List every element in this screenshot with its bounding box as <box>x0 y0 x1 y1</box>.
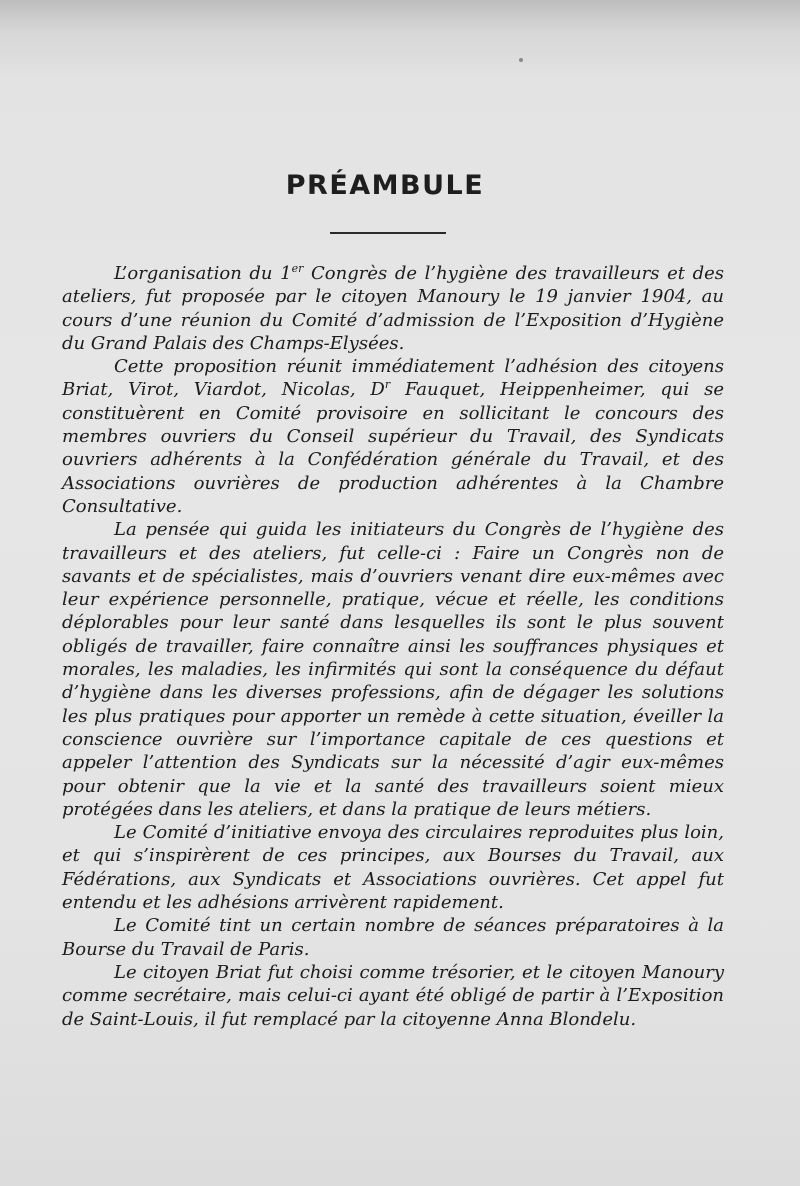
superscript-er: er <box>291 262 304 275</box>
paragraph-3-text: La pensée qui guida les initiateurs du Congrès de l’hygiène des travailleurs et des ateliers, fut celle-ci : Faire un Congrès non de savants et de spécialistes, mais d’ouvriers venant dire eux-mêmes avec leur expérience personnelle, pratique, vécue et réelle, les conditions déplorables pour leur santé dans lesquelles ils sont le plus souvent obligés de travailler, faire connaître ainsi les souffrances physiques et morales, les maladies, les infirmités qui sont la conséquence du défaut d’hygiène dans les diverses professions, afin de dégager les solutions les plus pratiques pour apporter un remède à cette situation, éveiller la conscience ouvrière sur l’importance capitale de ces questions et appeler l’attention des Syndicats sur la nécessité d’agir eux-mêmes pour obtenir que la vie et la santé des travailleurs soient mieux protégées dans les ateliers, et dans la pratique de leurs métiers. <box>62 519 724 820</box>
paragraph-1-text-cont: Congrès de l’hygiène des travailleurs et des ateliers, fut proposée par le citoyen Manoury le 19 janvier 1904, au cours d’une réunion du Comité d’admission de l’Exposition d’Hygiène du Grand Palais des Champs-Elysées. <box>62 263 724 354</box>
paragraph-5 <box>62 914 724 961</box>
paragraph-2 <box>62 355 724 518</box>
page-title: PRÉAMBULE <box>285 170 485 201</box>
paragraph-2-text-cont: Fauquet, Heippenheimer, qui se constituèrent en Comité provisoire en sollicitant le concours des membres ouvriers du Conseil supérieur du Travail, des Syndicats ouvriers adhérents à la Confédération générale du Travail, et des Associations ouvrières de production adhérentes à la Chambre Consultative. <box>62 379 724 517</box>
paragraph-1 <box>62 262 724 355</box>
paragraph-4-text: Le Comité d’initiative envoya des circulaires reproduites plus loin, et qui s’inspirèrent de ces principes, aux Bourses du Travail, aux Fédérations, aux Syndicats et Associations ouvrières. Cet appel fut entendu et les adhésions arrivèrent rapidement. <box>62 822 724 914</box>
paragraph-6-text: Le citoyen Briat fut choisi comme trésorier, et le citoyen Manoury comme secrétaire, mais celui-ci ayant été obligé de partir à l’Exposition de Saint-Louis, il fut remplacé par la citoyenne Anna Blondelu. <box>62 961 724 1030</box>
paragraph-2-text: Cette proposition réunit immédiatement l’adhésion des citoyens Briat, Virot, Viardot, Nicolas, D <box>62 356 724 401</box>
print-speck <box>519 58 523 62</box>
paragraph-4 <box>62 821 724 914</box>
paragraph-1-text: L’organisation du 1 <box>114 263 292 284</box>
body-text <box>62 262 724 1031</box>
paragraph-5-text: Le Comité tint un certain nombre de séances préparatoires à la Bourse du Travail de Paris. <box>62 915 724 960</box>
title-rule <box>330 232 446 234</box>
paragraph-6 <box>62 961 724 1031</box>
superscript-r: r <box>384 378 391 392</box>
paragraph-3 <box>62 518 724 821</box>
